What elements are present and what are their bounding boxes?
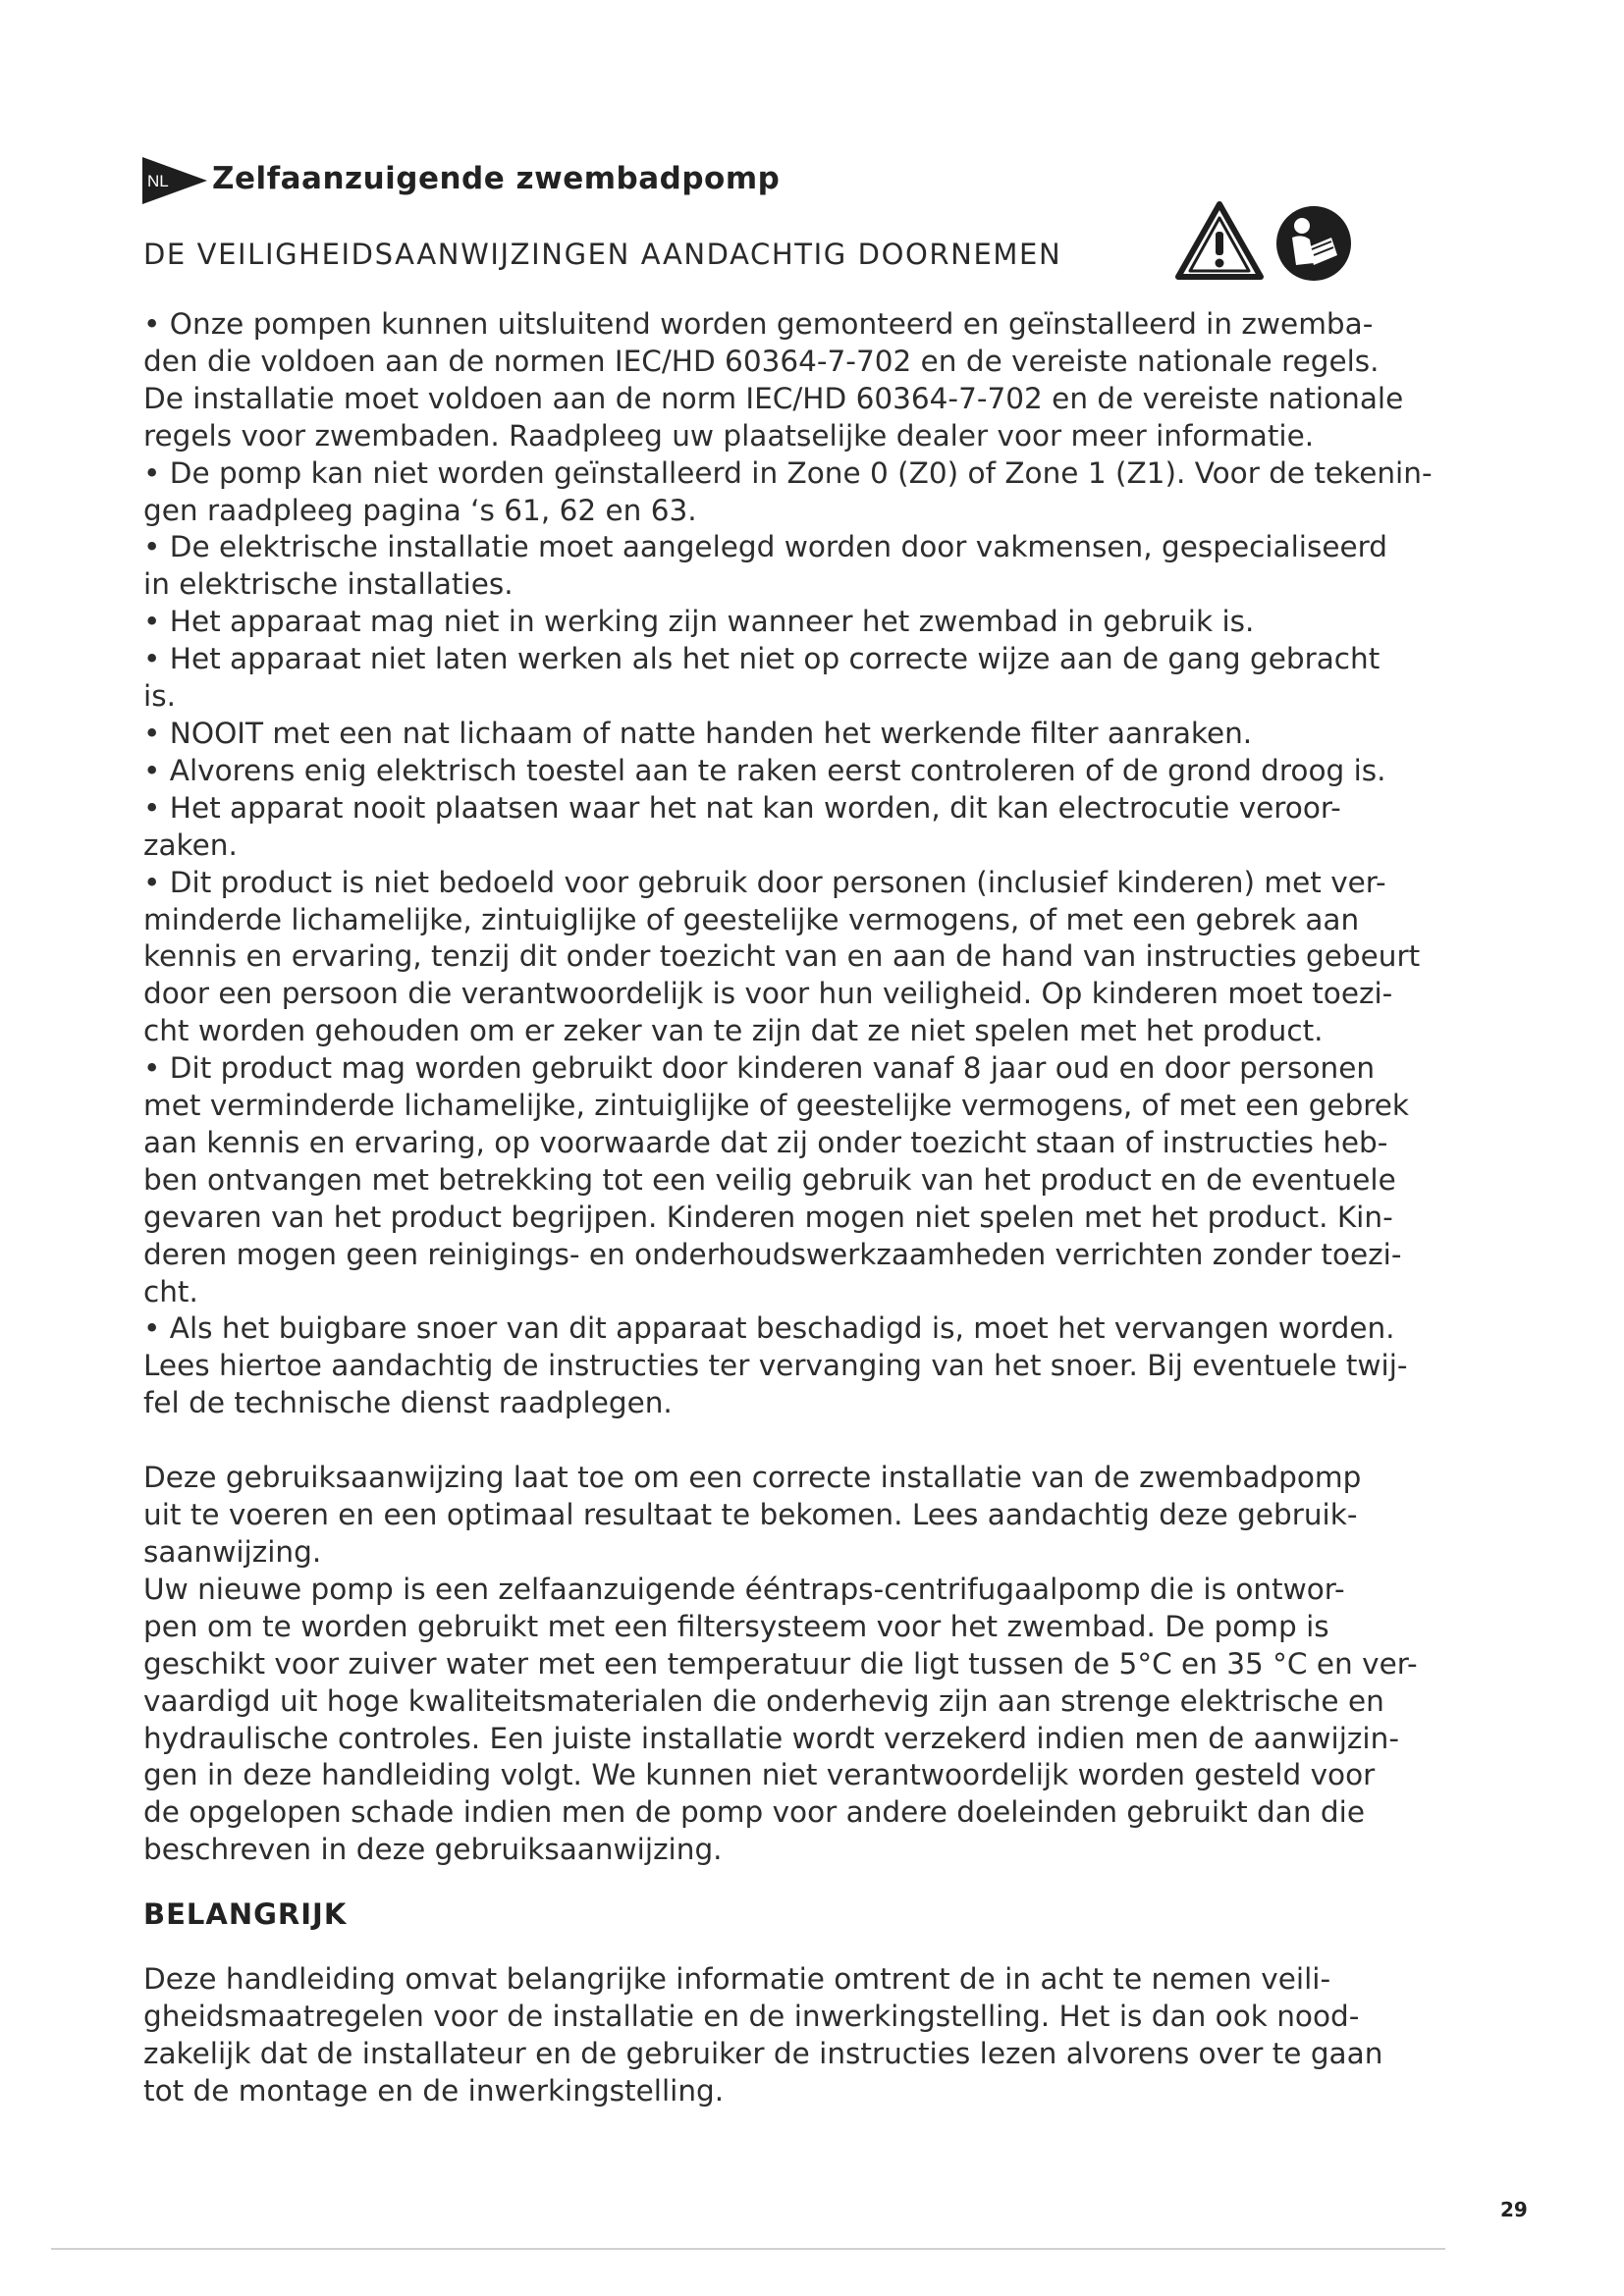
important-text: Deze handleiding omvat belangrijke informatie omtrent de in acht te nemen veili- gheidsmaatregelen voor de installatie en de inwerkingstelling. Het is dan ook nood- zakelijk dat de installateur en de gebruiker de instructies lezen alvorens over te gaan tot de montage en de inwerkingstelling. (143, 1962, 1383, 2108)
language-code: NL (147, 172, 169, 190)
intro-paragraph: Deze gebruiksaanwijzing laat toe om een correcte installatie van de zwembadpomp uit te voeren en een optimaal resultaat te bekomen. Lees aandachtig deze gebruik- saanwijzing. (143, 1461, 1362, 1569)
intro-paragraph: Uw nieuwe pomp is een zelfaanzuigende ééntraps-centrifugaalpomp die is ontwor- pen om te worden gebruikt met een filtersysteem voor het zwembad. De pomp is geschikt voor zuiver water met een temperatuur die ligt tussen de 5°C en 35 °C en ver- vaardigd uit hoge kwaliteitsmaterialen die onderhevig zijn aan strenge elektrische en hydraulische controles. Een juiste installatie wordt verzekerd indien men de aanwijzin- gen in deze handleiding volgt. We kunnen niet verantwoordelijk worden gesteld voor de opgelopen schade indien men de pomp voor andere doeleinden gebruikt dan die beschreven in deze gebruiksaanwijzing. (143, 1572, 1418, 1867)
read-manual-icon (1274, 204, 1353, 283)
safety-list (143, 306, 1538, 1422)
safety-item: • Het apparaat niet laten werken als het niet op correcte wijze aan de gang gebracht is. (143, 642, 1380, 714)
safety-item: • De elektrische installatie moet aangelegd worden door vakmensen, gespecialiseerd in elektrische installaties. (143, 530, 1387, 602)
language-badge (142, 157, 207, 204)
safety-item: • Als het buigbare snoer van dit apparaat beschadigd is, moet het vervangen worden. Lees hiertoe aandachtig de instructies ter vervanging van het snoer. Bij eventuele twij- fel de technische dienst raadplegen. (143, 1311, 1408, 1420)
safety-item: • Dit product mag worden gebruikt door kinderen vanaf 8 jaar oud en door personen met verminderde lichamelijke, zintuiglijke of geestelijke vermogens, of met een gebrek aan kennis en ervaring, op voorwaarde dat zij onder toezicht staan of instructies heb- ben ontvangen met betrekking tot een veilig gebruik van het product en de eventuele gevaren van het product begrijpen. Kinderen mogen niet spelen met het product. Kin- deren mogen geen reinigings- en onderhoudswerkzaamheden verrichten zonder toezi- cht. (143, 1051, 1410, 1308)
safety-item: • Het apparat nooit plaatsen waar het nat kan worden, dit kan electrocutie veroor- zaken. (143, 790, 1341, 862)
warning-triangle-icon (1174, 200, 1265, 281)
main-content (143, 306, 1538, 2110)
page-number: 29 (1500, 2198, 1528, 2221)
document-title: Zelfaanzuigende zwembadpomp (212, 161, 781, 196)
safety-heading: DE VEILIGHEIDSAANWIJZINGEN AANDACHTIG DOORNEMEN (143, 238, 1062, 271)
footer-divider (51, 2248, 1445, 2250)
safety-item: • NOOIT met een nat lichaam of natte handen het werkende filter aanraken. (143, 716, 1253, 750)
important-heading: BELANGRIJK (143, 1897, 348, 1932)
safety-item: • De pomp kan niet worden geïnstalleerd in Zone 0 (Z0) of Zone 1 (Z1). Voor de tekenin- gen raadpleeg pagina ‘s 61, 62 en 63. (143, 455, 1433, 527)
safety-item: • Dit product is niet bedoeld voor gebruik door personen (inclusief kinderen) met ver- minderde lichamelijke, zintuiglijke of geestelijke vermogens, of met een gebrek aan kennis en ervaring, tenzij dit onder toezicht van en aan de hand van instructies gebeurt door een persoon die verantwoordelijk is voor hun veiligheid. Op kinderen moet toezi- cht worden gehouden om er zeker van te zijn dat ze niet spelen met het product. (143, 865, 1421, 1048)
safety-item: • Onze pompen kunnen uitsluitend worden gemonteerd en geïnstalleerd in zwemba- den die voldoen aan de normen IEC/HD 60364-7-702 en de vereiste nationale regels. De installatie moet voldoen aan de norm IEC/HD 60364-7-702 en de vereiste nationale regels voor zwembaden. Raadpleeg uw plaatselijke dealer voor meer informatie. (143, 307, 1404, 453)
safety-item: • Het apparaat mag niet in werking zijn wanneer het zwembad in gebruik is. (143, 605, 1255, 639)
safety-item: • Alvorens enig elektrisch toestel aan te raken eerst controleren of de grond droog is. (143, 753, 1386, 787)
